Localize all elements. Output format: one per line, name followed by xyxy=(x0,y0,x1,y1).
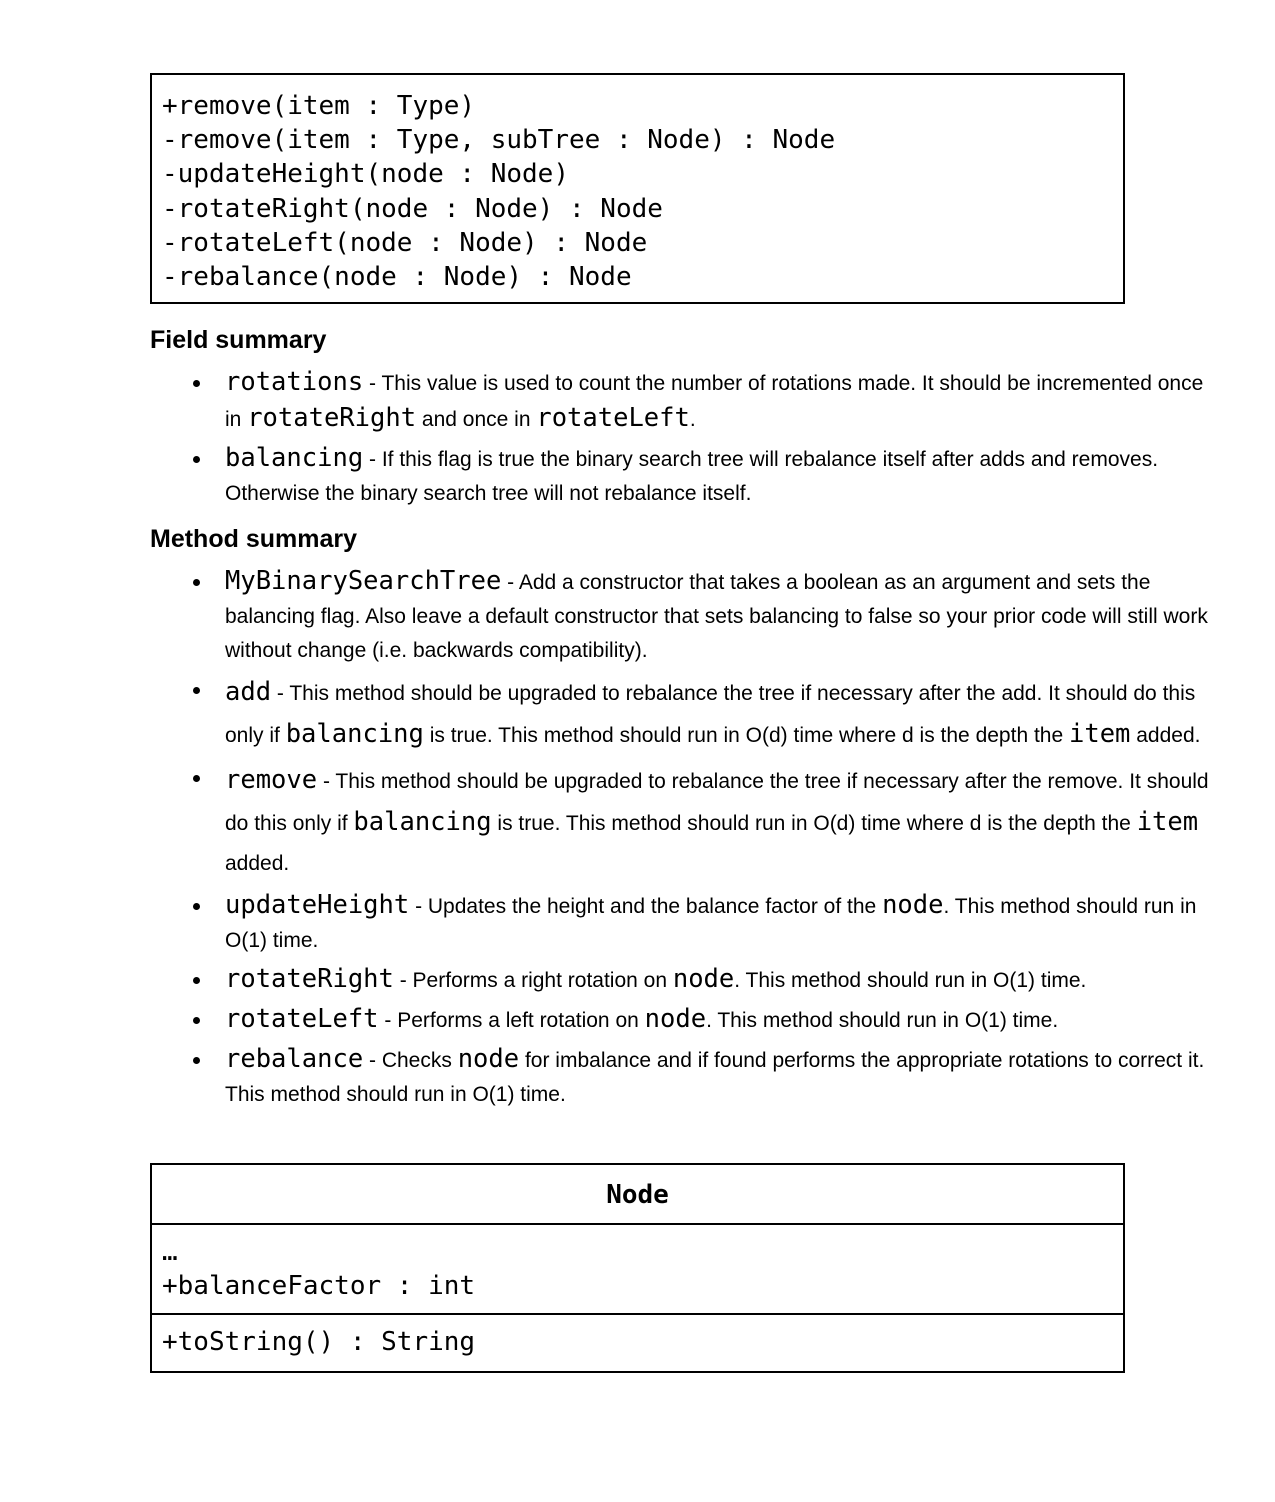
item-text: - This method should be upgraded to rebalance the tree if necessary after the remove. It should do this only if xyxy=(225,770,1209,835)
item-text: for imbalance and if found performs the appropriate rotations to correct it. This method should run in O(1) time. xyxy=(225,1049,1205,1106)
summary-item xyxy=(225,441,1215,511)
node-attribute: … xyxy=(162,1237,178,1267)
inline-code: MyBinarySearchTree xyxy=(225,566,502,596)
summary-item xyxy=(225,760,1215,884)
item-text: - Add a constructor that takes a boolean as an argument and sets the balancing flag. Also leave a default constructor that sets balancing to false so your prior code will still work without change (i.e. backwards compatibility). xyxy=(225,571,1208,662)
inline-code: node xyxy=(457,1044,520,1074)
inline-code: add xyxy=(225,677,272,707)
summary-item xyxy=(225,888,1215,958)
item-text: is true. This method should run in O(d) time where d is the depth the xyxy=(491,812,1137,835)
item-text: and once in xyxy=(416,408,537,431)
item-text: - Updates the height and the balance factor of the xyxy=(409,895,883,918)
uml-method: -rebalance(node : Node) : Node xyxy=(162,262,632,293)
inline-code: node xyxy=(882,890,944,920)
item-text: - This method should be upgraded to rebalance the tree if necessary after the add. It should do this only if xyxy=(225,682,1196,747)
inline-code: rotateRight xyxy=(225,964,394,994)
item-text: - This value is used to count the number of rotations made. It should be incremented once in xyxy=(225,372,1204,431)
inline-code: rebalance xyxy=(225,1044,364,1074)
item-text: . xyxy=(689,408,696,431)
inline-code: balancing xyxy=(225,443,364,473)
inline-code: node xyxy=(644,1004,707,1034)
summary-item xyxy=(225,564,1215,668)
item-text: - Checks xyxy=(363,1049,458,1072)
method-summary-list xyxy=(150,564,1215,1116)
item-text: . This method should run in O(1) time. xyxy=(706,1009,1059,1032)
inline-code: rotateLeft xyxy=(536,403,690,433)
inline-code: node xyxy=(672,964,735,994)
uml-class-methods-box xyxy=(150,73,1125,304)
uml-method: +remove(item : Type) xyxy=(162,91,476,121)
summary-item xyxy=(225,1002,1215,1038)
inline-code: item xyxy=(1068,719,1131,749)
node-class-title: Node xyxy=(152,1165,1123,1225)
item-text: . This method should run in O(1) time. xyxy=(225,895,1197,952)
uml-method: -rotateRight(node : Node) : Node xyxy=(162,193,663,224)
summary-item xyxy=(225,1042,1215,1112)
inline-code: balancing xyxy=(353,807,492,837)
summary-item xyxy=(225,672,1215,756)
method-summary-heading: Method summary xyxy=(150,525,357,553)
uml-node-class-box xyxy=(150,1163,1125,1373)
node-methods xyxy=(152,1315,1123,1359)
item-text: . This method should run in O(1) time. xyxy=(734,969,1087,992)
inline-code: remove xyxy=(225,765,318,795)
node-attributes xyxy=(152,1225,1123,1315)
uml-method: -rotateLeft(node : Node) : Node xyxy=(162,227,648,258)
summary-item xyxy=(225,962,1215,998)
inline-code: item xyxy=(1136,807,1199,837)
node-attribute: +balanceFactor : int xyxy=(162,1271,476,1302)
item-text: - If this flag is true the binary search tree will rebalance itself after adds and removes. Otherwise the binary search tree will not rebalance itself. xyxy=(225,448,1159,505)
node-method: +toString() : String xyxy=(162,1327,476,1357)
field-summary-list xyxy=(150,365,1215,515)
item-text: - Performs a left rotation on xyxy=(378,1009,645,1032)
item-text: is true. This method should run in O(d) time where d is the depth the xyxy=(423,724,1069,747)
inline-code: rotations xyxy=(225,367,364,397)
field-summary-heading: Field summary xyxy=(150,326,327,354)
inline-code: rotateLeft xyxy=(225,1004,379,1034)
item-text: added. xyxy=(1130,724,1201,747)
inline-code: updateHeight xyxy=(225,890,410,920)
inline-code: rotateRight xyxy=(247,403,417,433)
inline-code: balancing xyxy=(285,719,424,749)
uml-method: -remove(item : Type, subTree : Node) : Node xyxy=(162,125,836,156)
uml-method: -updateHeight(node : Node) xyxy=(162,159,569,190)
item-text: added. xyxy=(225,852,290,875)
summary-item xyxy=(225,365,1215,437)
item-text: - Performs a right rotation on xyxy=(393,969,673,992)
